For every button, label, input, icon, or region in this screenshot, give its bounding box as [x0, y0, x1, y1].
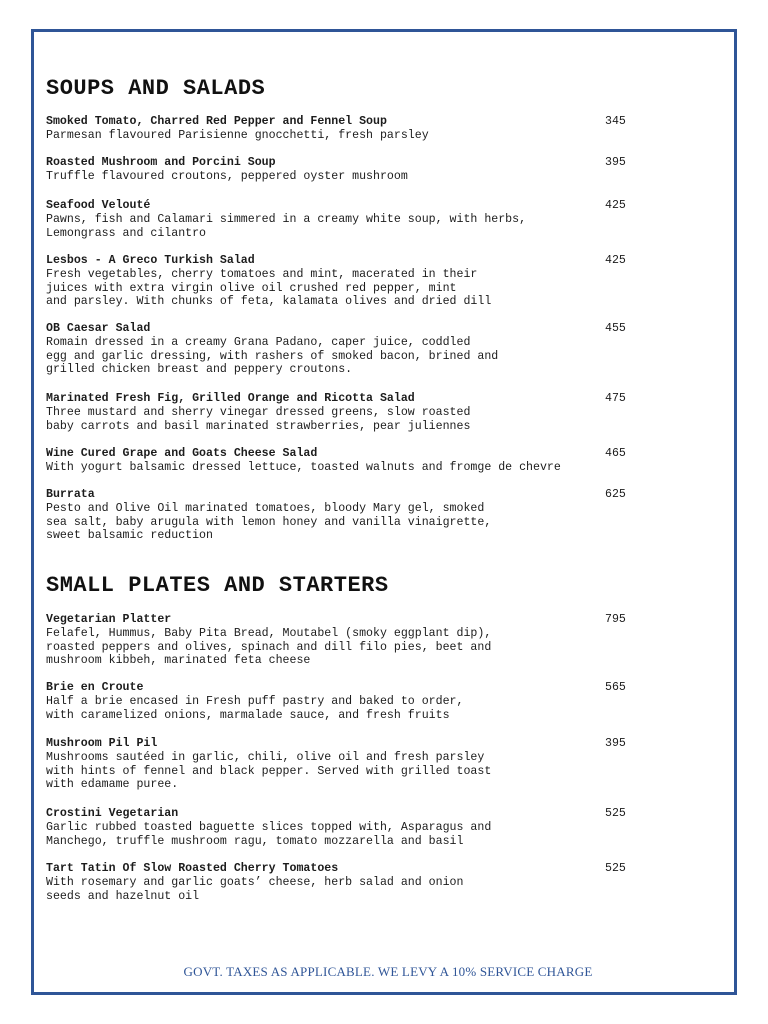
item-name: Smoked Tomato, Charred Red Pepper and Fennel Soup — [46, 115, 387, 128]
item-name: Vegetarian Platter — [46, 613, 172, 626]
section-title-small-plates-and-starters: SMALL PLATES AND STARTERS — [46, 573, 389, 598]
item-price: 465 — [605, 447, 626, 460]
menu-item — [46, 447, 636, 475]
item-name: Roasted Mushroom and Porcini Soup — [46, 156, 276, 169]
item-description: egg and garlic dressing, with rashers of smoked bacon, brined and — [46, 349, 499, 363]
menu-item — [46, 254, 636, 309]
item-name: Burrata — [46, 488, 95, 501]
item-description: with edamame puree. — [46, 778, 179, 792]
menu-item — [46, 322, 636, 377]
item-name: Seafood Velouté — [46, 199, 151, 212]
item-price: 395 — [605, 156, 626, 169]
item-price: 525 — [605, 807, 626, 820]
item-name: OB Caesar Salad — [46, 322, 151, 335]
item-name: Crostini Vegetarian — [46, 807, 179, 820]
item-description: and parsley. With chunks of feta, kalamata olives and dried dill — [46, 295, 492, 309]
item-description: With rosemary and garlic goats’ cheese, herb salad and onion — [46, 875, 464, 889]
item-description: Truffle flavoured croutons, peppered oyster mushroom — [46, 169, 408, 183]
item-description: Pesto and Olive Oil marinated tomatoes, bloody Mary gel, smoked — [46, 501, 485, 515]
footer-tax-note: GOVT. TAXES AS APPLICABLE. WE LEVY A 10% SERVICE CHARGE — [183, 964, 593, 979]
item-description: Three mustard and sherry vinegar dressed greens, slow roasted — [46, 405, 471, 419]
item-description: grilled chicken breast and peppery croutons. — [46, 363, 353, 377]
item-description: with caramelized onions, marmalade sauce, and fresh fruits — [46, 708, 450, 722]
item-price: 425 — [605, 254, 626, 267]
item-description: Garlic rubbed toasted baguette slices topped with, Asparagus and — [46, 820, 492, 834]
item-price: 525 — [605, 862, 626, 875]
item-description: mushroom kibbeh, marinated feta cheese — [46, 654, 311, 668]
item-price: 395 — [605, 737, 626, 750]
item-price: 455 — [605, 322, 626, 335]
menu-item — [46, 392, 636, 433]
item-description: Half a brie encased in Fresh puff pastry and baked to order, — [46, 694, 464, 708]
item-price: 425 — [605, 199, 626, 212]
item-description: Mushrooms sautéed in garlic, chili, olive oil and fresh parsley — [46, 750, 485, 764]
menu-item — [46, 156, 636, 184]
item-description: baby carrots and basil marinated strawberries, pear juliennes — [46, 419, 471, 433]
item-description: roasted peppers and olives, spinach and dill filo pies, beet and — [46, 640, 492, 654]
menu-item — [46, 613, 636, 668]
item-price: 795 — [605, 613, 626, 626]
item-description: Romain dressed in a creamy Grana Padano, caper juice, coddled — [46, 335, 471, 349]
menu-item — [46, 115, 636, 143]
item-description: sea salt, baby arugula with lemon honey and vanilla vinaigrette, — [46, 515, 492, 529]
menu-item — [46, 488, 636, 543]
item-description: With yogurt balsamic dressed lettuce, toasted walnuts and fromge de chevre — [46, 460, 561, 474]
item-name: Mushroom Pil Pil — [46, 737, 158, 750]
item-price: 565 — [605, 681, 626, 694]
menu-item — [46, 681, 636, 722]
item-description: Felafel, Hummus, Baby Pita Bread, Moutabel (smoky eggplant dip), — [46, 626, 492, 640]
item-description: Pawns, fish and Calamari simmered in a creamy white soup, with herbs, — [46, 212, 527, 226]
item-name: Wine Cured Grape and Goats Cheese Salad — [46, 447, 318, 460]
item-price: 475 — [605, 392, 626, 405]
item-description: Manchego, truffle mushroom ragu, tomato mozzarella and basil — [46, 834, 464, 848]
item-price: 345 — [605, 115, 626, 128]
menu-item — [46, 737, 636, 792]
item-name: Marinated Fresh Fig, Grilled Orange and Ricotta Salad — [46, 392, 415, 405]
item-name: Lesbos - A Greco Turkish Salad — [46, 254, 255, 267]
menu-item — [46, 807, 636, 848]
section-title-soups-and-salads: SOUPS AND SALADS — [46, 76, 266, 101]
item-description: Lemongrass and cilantro — [46, 226, 207, 240]
item-name: Tart Tatin Of Slow Roasted Cherry Tomatoes — [46, 862, 339, 875]
item-name: Brie en Croute — [46, 681, 144, 694]
menu-item — [46, 199, 636, 240]
item-description: juices with extra virgin olive oil crushed red pepper, mint — [46, 281, 457, 295]
item-description: sweet balsamic reduction — [46, 529, 213, 543]
item-description: with hints of fennel and black pepper. Served with grilled toast — [46, 764, 492, 778]
item-description: seeds and hazelnut oil — [46, 889, 200, 903]
item-description: Parmesan flavoured Parisienne gnocchetti, fresh parsley — [46, 128, 429, 142]
item-price: 625 — [605, 488, 626, 501]
menu-item — [46, 862, 636, 903]
item-description: Fresh vegetables, cherry tomatoes and mint, macerated in their — [46, 267, 478, 281]
